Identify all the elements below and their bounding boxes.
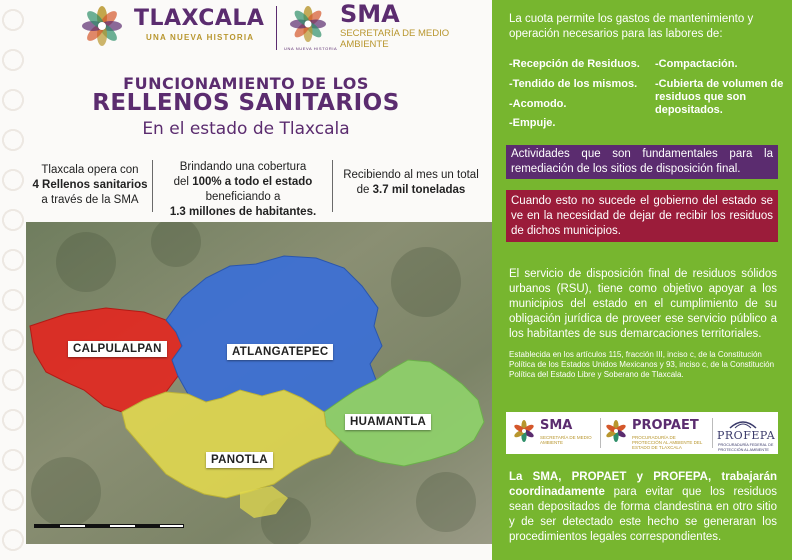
- logo-divider: [600, 418, 601, 448]
- stat-text: de: [356, 184, 373, 196]
- sma-flower-icon: [512, 419, 536, 443]
- title-line-2: RELLENOS SANITARIOS: [92, 90, 400, 116]
- activities-callout: Actividades que son fundamentales para la remediación de los sitios de disposición final.: [506, 145, 778, 179]
- stat-toneladas: [336, 168, 486, 198]
- stat-highlight: 1.3 millones de habitantes.: [169, 206, 317, 218]
- stat-text: Brindando una cobertura: [179, 161, 307, 173]
- map-label-calpulalpan: CALPULALPAN: [68, 341, 167, 357]
- title-line-3: En el estado de Tlaxcala: [142, 119, 350, 139]
- map-scale-bar: [34, 524, 184, 528]
- cuota-intro: La cuota permite los gastos de mantenimiento y operación necesarios para las labores de:: [509, 13, 754, 40]
- labor-item: -Acomodo.: [509, 98, 567, 110]
- coordination-statement: [509, 470, 777, 545]
- logo-propaet-subtitle: PROCURADURÍA DE PROTECCIÓN AL AMBIENTE DEL ESTADO DE TLAXCALA: [632, 435, 703, 450]
- header-divider: [276, 6, 277, 50]
- tlaxcala-map: [26, 222, 492, 544]
- right-panel: [492, 0, 792, 560]
- stat-rellenos: [28, 163, 152, 208]
- sma-small-tag: UNA NUEVA HISTORIA: [284, 46, 338, 51]
- tlaxcala-flower-logo-icon: [80, 4, 124, 48]
- labor-item: -Tendido de los mismos.: [509, 78, 638, 90]
- coordination-text: para evitar que los residuos sean depositados de forma clandestina en otro sitio y de ser detectado este hecho se generaran los procedimientos legales correspondientes.: [509, 486, 777, 543]
- stat-cobertura: [158, 160, 328, 220]
- stat-text: a través de la SMA: [41, 194, 139, 206]
- stat-highlight: 100% a todo el estado: [192, 176, 313, 188]
- logo-profepa-text: PROFEPA: [717, 429, 776, 442]
- stat-text: beneficiando a: [205, 191, 281, 203]
- header: [80, 0, 460, 56]
- logo-sma-text: SMA: [540, 418, 573, 433]
- logo-sma-subtitle: SECRETARÍA DE MEDIO AMBIENTE: [540, 435, 592, 445]
- tlaxcala-subtitle: UNA NUEVA HISTORIA: [146, 33, 255, 42]
- propaet-flower-icon: [604, 419, 628, 443]
- stat-divider: [332, 160, 333, 212]
- labor-item: -Recepción de Residuos.: [509, 58, 640, 70]
- map-label-panotla: PANOTLA: [206, 452, 273, 468]
- stat-text: del: [173, 176, 193, 188]
- logo-divider: [712, 418, 713, 448]
- warning-callout: Cuando esto no sucede el gobierno del estado se ve en la necesidad de dejar de recibir los residuos de dichos municipios.: [506, 190, 778, 242]
- sma-flower-logo-icon: [286, 4, 330, 48]
- map-label-atlangatepec: ATLANGATEPEC: [227, 344, 333, 360]
- service-description: El servicio de disposición final de residuos sólidos urbanos (RSU), tiene como objetivo apoyar a los municipios del estado en el cumplimiento de su obligación jurídica de proveer ese servicio público a los habitantes de sus demarcaciones territoriales.: [509, 268, 777, 340]
- labor-item: -Compactación.: [655, 58, 738, 70]
- title-line-1: FUNCIONAMIENTO DE LOS: [123, 74, 369, 93]
- stat-divider: [152, 160, 153, 212]
- stat-text: Tlaxcala opera con: [41, 164, 139, 176]
- map-graphic: [26, 222, 492, 544]
- partner-logos: [506, 412, 778, 454]
- stat-highlight: 3.7 mil toneladas: [372, 184, 466, 196]
- legal-reference: Establecida en los artículos 115, fracción III, inciso c, de la Constitución Política de los Estados Unidos Mexicanos y 93, inciso c, de la Constitución Política del Estado Libre y Soberano de Tlaxcala.: [509, 350, 775, 379]
- logo-profepa-subtitle: PROCURADURÍA FEDERAL DE PROTECCIÓN AL AMBIENTE: [718, 443, 774, 452]
- map-label-huamantla: HUAMANTLA: [345, 414, 431, 430]
- sma-title: SMA: [340, 0, 400, 28]
- logo-propaet-text: PROPAET: [632, 418, 699, 433]
- stat-text: Recibiendo al mes un total: [343, 169, 479, 181]
- sma-subtitle: SECRETARÍA DE MEDIO AMBIENTE: [340, 28, 450, 50]
- labor-item: -Cubierta de volumen de residuos que son depositados.: [655, 78, 784, 116]
- coordination-highlight: La SMA, PROPAET y PROFEPA, trabajarán coordinadamente: [509, 471, 777, 498]
- tlaxcala-title: TLAXCALA: [134, 6, 265, 31]
- stat-highlight: 4 Rellenos sanitarios: [32, 179, 148, 191]
- labor-item: -Empuje.: [509, 117, 556, 129]
- profepa-emblem-icon: [728, 416, 758, 430]
